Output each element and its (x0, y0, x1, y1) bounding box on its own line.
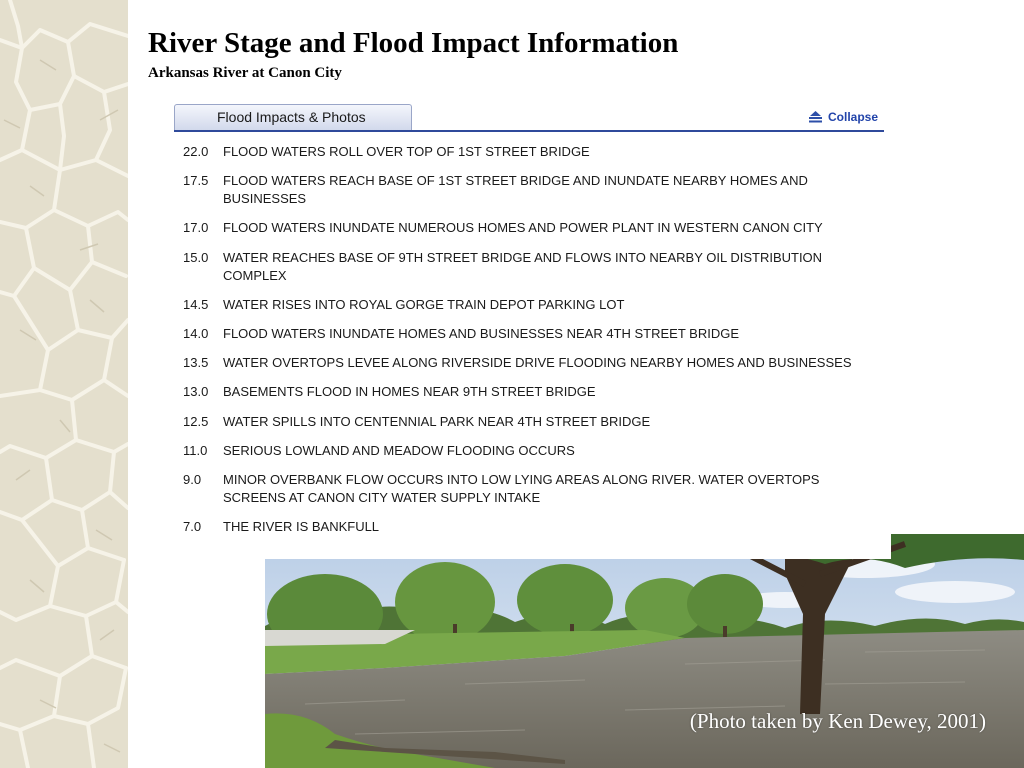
impact-stage: 7.0 (183, 519, 202, 535)
impact-description: BASEMENTS FLOOD IN HOMES NEAR 9TH STREET BRIDGE (223, 384, 596, 400)
impact-row (183, 172, 883, 208)
impact-row (183, 442, 883, 460)
impact-row (183, 249, 883, 285)
impact-description: FLOOD WATERS ROLL OVER TOP OF 1ST STREET BRIDGE (223, 144, 590, 159)
impact-stage: 13.5 (183, 355, 209, 371)
impact-description: WATER RISES INTO ROYAL GORGE TRAIN DEPOT PARKING LOT (223, 296, 625, 312)
impact-description: WATER OVERTOPS LEVEE ALONG RIVERSIDE DRIVE FLOODING NEARBY HOMES AND BUSINESSES (223, 355, 852, 371)
impact-description: WATER SPILLS INTO CENTENNIAL PARK NEAR 4TH STREET BRIDGE (223, 413, 651, 429)
impact-row (183, 325, 883, 343)
impact-stage: 11.0 (183, 442, 208, 458)
tab-flood-impacts-photos[interactable]: Flood Impacts & Photos (174, 104, 412, 130)
panel-divider (174, 130, 884, 132)
impact-row (183, 219, 883, 237)
impact-description: FLOOD WATERS INUNDATE HOMES AND BUSINESSES NEAR 4TH STREET BRIDGE (223, 325, 739, 341)
impact-description: FLOOD WATERS INUNDATE NUMEROUS HOMES AND POWER PLANT IN WESTERN CANON CITY (223, 220, 823, 236)
page-subtitle: Arkansas River at Canon City (148, 65, 342, 81)
flood-impacts-list (183, 143, 883, 547)
impact-description: MINOR OVERBANK FLOW OCCURS INTO LOW LYING AREAS ALONG RIVER. WATER OVERTOPS SCREENS AT CANON CITY WATER SUPPLY INTAKE (223, 471, 820, 505)
impact-row (183, 143, 883, 161)
collapse-label: Collapse (828, 110, 879, 124)
impact-row (183, 471, 883, 507)
impact-description: FLOOD WATERS REACH BASE OF 1ST STREET BRIDGE AND INUNDATE NEARBY HOMES AND BUSINESSES (223, 173, 808, 207)
cracked-earth-texture (0, 0, 128, 768)
impact-row (183, 413, 883, 431)
impact-stage: 14.5 (183, 296, 209, 312)
collapse-button[interactable] (807, 108, 878, 126)
page-title: River Stage and Flood Impact Information (148, 27, 679, 59)
impact-stage: 13.0 (183, 384, 209, 400)
collapse-icon (807, 110, 824, 124)
impact-description: SERIOUS LOWLAND AND MEADOW FLOODING OCCURS (223, 442, 575, 458)
impact-row (183, 354, 883, 372)
impact-row (183, 518, 883, 536)
impact-stage: 17.0 (183, 220, 209, 236)
impact-stage: 14.0 (183, 325, 209, 341)
impact-description: THE RIVER IS BANKFULL (223, 519, 380, 535)
photo-caption: (Photo taken by Ken Dewey, 2001) (689, 709, 986, 733)
impact-stage: 17.5 (183, 173, 209, 189)
impact-row (183, 296, 883, 314)
impact-stage: 12.5 (183, 413, 209, 429)
flood-impacts-panel (172, 101, 891, 559)
impact-description: WATER REACHES BASE OF 9TH STREET BRIDGE AND FLOWS INTO NEARBY OIL DISTRIBUTION COMPLEX (223, 249, 823, 283)
impact-stage: 22.0 (183, 144, 209, 159)
impact-row (183, 383, 883, 401)
impact-stage: 15.0 (183, 249, 209, 265)
impact-stage: 9.0 (183, 471, 202, 487)
